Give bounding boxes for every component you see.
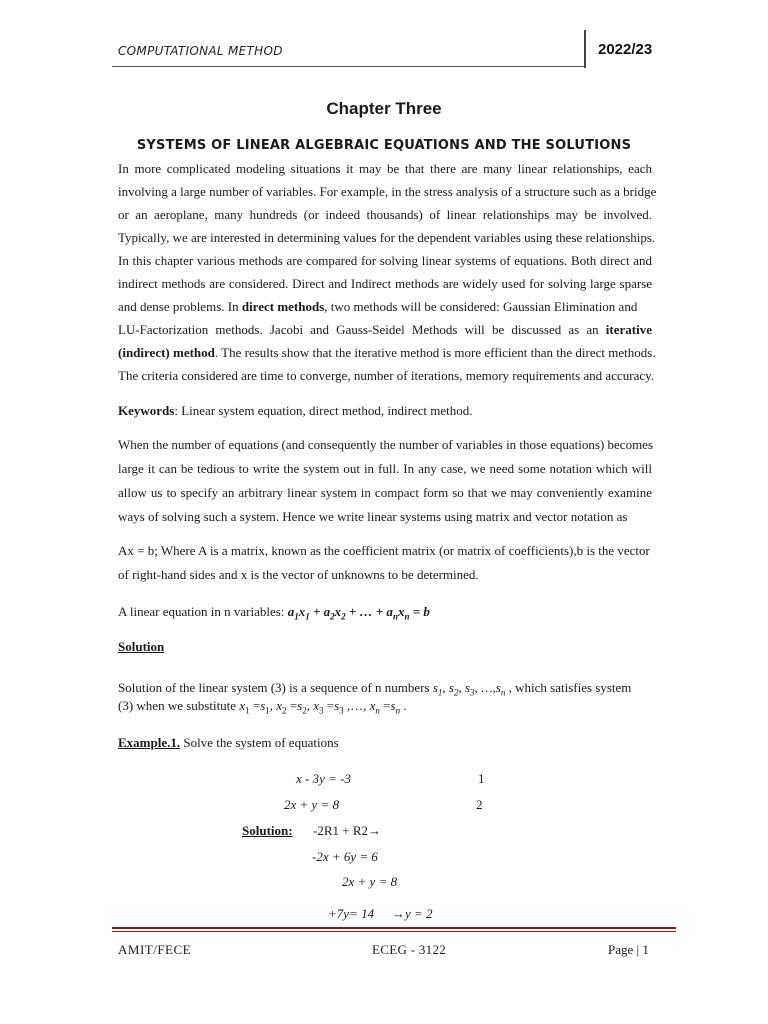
- intro-line: Typically, we are interested in determining values for the dependent variables using these relationships.: [118, 230, 656, 245]
- bold-term-iterative: iterative: [605, 322, 652, 337]
- header-rule: [112, 66, 584, 67]
- step-sum: +7y= 14: [328, 906, 375, 921]
- section-title: SYSTEMS OF LINEAR ALGEBRAIC EQUATIONS AND THE SOLUTIONS: [136, 138, 632, 153]
- text-run: , two methods will be considered: Gaussian Elimination and: [324, 299, 638, 314]
- para2-line: ways of solving such a system. Hence we write linear systems using matrix and vector notation as: [118, 509, 628, 524]
- substitution-formula: $x_1 =s_1$, $x_2 =s_2$, $x_3 =s_3$ ,…, $x_n =s_n$ .: [239, 698, 407, 716]
- intro-line-9: [118, 345, 656, 361]
- header-divider: [584, 30, 586, 68]
- intro-line: The criteria considered are time to converge, number of iterations, memory requirements and accuracy.: [118, 368, 655, 383]
- solution-label: Solution:: [242, 823, 293, 838]
- intro-line: In this chapter various methods are compared for solving linear systems of equations. Both direct and: [118, 253, 652, 268]
- equation-number-2: 2: [476, 797, 483, 812]
- step-scaled-equation: -2x + 6y = 6: [312, 849, 378, 864]
- solution-line-2: [118, 698, 652, 719]
- chapter-title: Chapter Three: [326, 99, 442, 118]
- footer-page-number: Page | 1: [608, 942, 649, 957]
- step-equation-2: 2x + y = 8: [342, 874, 398, 889]
- equation-2: 2x + y = 8: [284, 797, 340, 812]
- para3-line: Ax = b; Where A is a matrix, known as the coefficient matrix (or matrix of coefficients),b is the vector: [118, 543, 650, 558]
- step-result: →y = 2: [392, 906, 433, 921]
- footer-author: AMIT/FECE: [118, 942, 192, 957]
- header-year: 2022/23: [598, 41, 653, 58]
- footer-rule-thick: [112, 927, 676, 929]
- example-text: Solve the system of equations: [180, 735, 339, 750]
- example-label: Example.1.: [118, 735, 181, 750]
- equation-number-1: 1: [478, 771, 485, 786]
- footer-rule-thin: [112, 931, 676, 932]
- intro-line: In more complicated modeling situations it may be that there are many linear relationships, each: [118, 161, 652, 176]
- intro-line: indirect methods are considered. Direct and Indirect methods are widely used for solving large sparse: [118, 276, 652, 291]
- header-course-title: COMPUTATIONAL METHOD: [118, 44, 283, 58]
- para2-line: large it can be tedious to write the system out in full. In any case, we need some notation which will: [118, 461, 652, 476]
- para2-line: When the number of equations (and consequently the number of variables in those equations) becomes: [118, 437, 654, 452]
- text-run: , which satisfies system: [508, 680, 632, 695]
- bold-term-indirect-method: (indirect) method: [118, 345, 215, 360]
- text-run: (3) when we substitute: [118, 698, 237, 713]
- text-run: Solution of the linear system (3) is a sequence of n numbers: [118, 680, 430, 695]
- footer-course-code: ECEG - 3122: [372, 942, 447, 957]
- text-run: LU-Factorization methods. Jacobi and Gauss-Seidel Methods will be discussed as an: [118, 322, 606, 337]
- keywords-line: [118, 403, 652, 419]
- linear-equation-line: [118, 604, 652, 625]
- para2-line: allow us to specify an arbitrary linear system in compact form so that we may conveniently examine: [118, 485, 652, 500]
- keywords-text: : Linear system equation, direct method, indirect method.: [174, 403, 473, 418]
- linear-equation-intro: A linear equation in n variables:: [118, 604, 288, 619]
- example-line: [118, 735, 652, 751]
- keywords-label: Keywords: [118, 403, 175, 418]
- intro-line-8: [118, 322, 652, 338]
- intro-line: involving a large number of variables. For example, in the stress analysis of a structure such as a bridge: [118, 184, 657, 199]
- text-run: and dense problems. In: [118, 299, 242, 314]
- bold-term-direct-methods: direct methods: [241, 299, 325, 314]
- text-run: . The results show that the iterative method is more efficient than the direct methods.: [214, 345, 656, 360]
- sequence-formula: $s_1$, $s_2$, $s_3$, $\dots,s_n$: [432, 680, 506, 698]
- solution-heading: Solution: [118, 639, 165, 654]
- step-row-operation: -2R1 + R2→: [313, 823, 382, 838]
- equation-1: x - 3y = -3: [296, 771, 351, 786]
- linear-equation-formula: $a_1x_1 + a_2x_2$ + … + $a_nx_n = b$: [287, 604, 430, 622]
- intro-line: or an aeroplane, many hundreds (or indeed thousands) of linear relationships may be involved.: [118, 207, 652, 222]
- intro-line-7: [118, 299, 652, 315]
- para3-line: of right-hand sides and x is the vector of unknowns to be determined.: [118, 567, 479, 582]
